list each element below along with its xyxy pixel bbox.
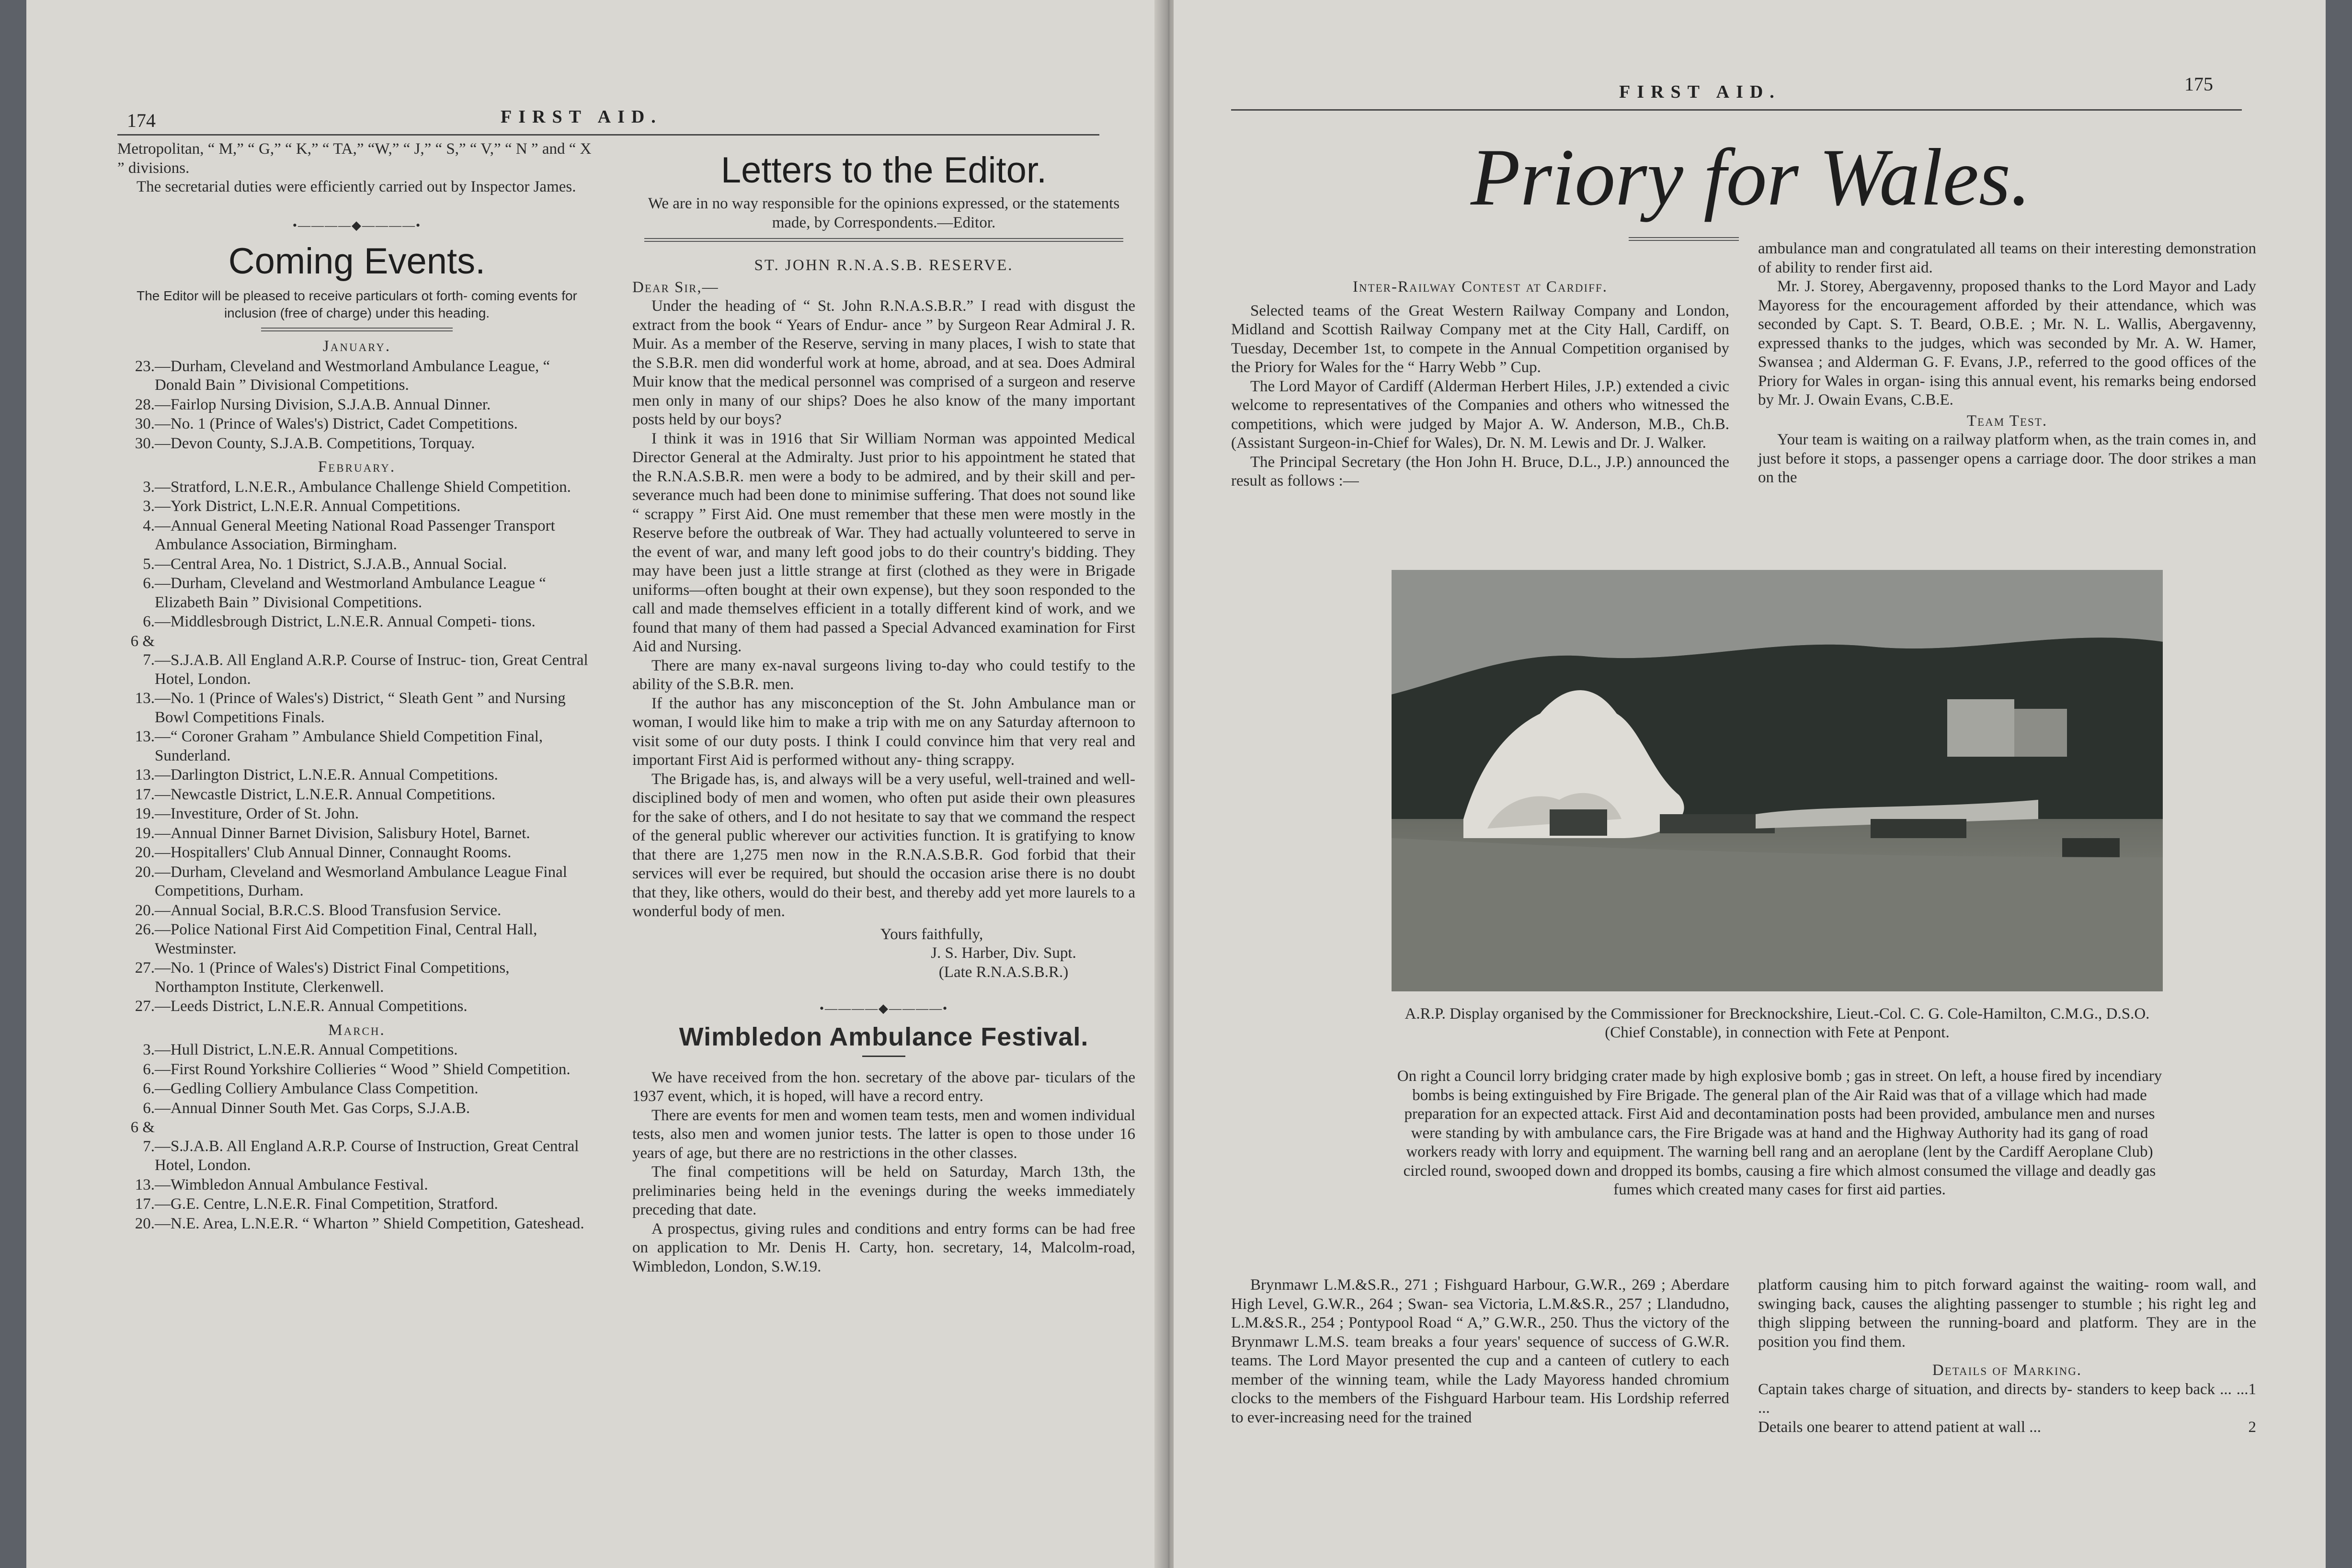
letter-subject: ST. JOHN R.N.A.S.B. RESERVE. [754, 257, 1014, 274]
month-heading: January. [322, 338, 391, 355]
running-header: FIRST AID. [1619, 82, 1781, 102]
event-date: 20. [135, 1215, 155, 1232]
wimbledon-paragraph: We have received from the hon. secretary of the above par- ticulars of the 1937 event, which, it is hoped, will have a record entry. [632, 1068, 1135, 1105]
event-text: —Fairlop Nursing Division, S.J.A.B. Annual Dinner. [155, 396, 491, 413]
event-date: 20. [135, 901, 155, 919]
event-date: 17. [135, 785, 155, 803]
event-item [117, 1099, 596, 1118]
marking-text: Captain takes charge of situation, and directs by- standers to keep back ... ... ... [1758, 1380, 2249, 1417]
event-item [117, 1079, 596, 1099]
event-item [117, 920, 596, 958]
event-date: 27. [135, 959, 155, 977]
event-text: —No. 1 (Prince of Wales's) District, Cadet Competitions. [155, 415, 518, 432]
event-date: 13. [135, 728, 155, 745]
event-text: —N.E. Area, L.N.E.R. “ Wharton ” Shield Competition, Gateshead. [155, 1215, 584, 1232]
results-text: Brynmawr L.M.&S.R., 271 ; Fishguard Harbour, G.W.R., 269 ; Aberdare High Level, G.W.R., 264 ; Swan- sea Victoria, L.M.&S.R., 257 ; Llandudno, L.M.&S.R., 254 ; Pontypool Road “ A,” G.W.R., 250. Thus the victory of the Brynmawr L.M.S. team breaks a four years' sequence of success of G.W.R. teams. The Lord Mayor presented the cup and a canteen of cutlery to each member of the winning team, while the Lady Mayoress handed chromium clocks to the members of the Fishguard Harbour team. His Lordship referred to ever-increasing need for the trained [1231, 1276, 1729, 1426]
event-date: 13. [135, 766, 155, 784]
event-date: 19. [135, 824, 155, 842]
wimbledon-paragraph: A prospectus, giving rules and conditions and entry forms can be had free on application to Mr. Denis H. Carty, hon. secretary, 14, Malcolm-road, Wimbledon, London, S.W.19. [632, 1220, 1135, 1275]
event-text: —No. 1 (Prince of Wales's) District, “ Sleath Gent ” and Nursing Bowl Competitions Finals. [155, 690, 566, 726]
event-date: 30. [135, 434, 155, 452]
wimbledon-body [632, 1068, 1135, 1277]
event-text: —Newcastle District, L.N.E.R. Annual Competitions. [155, 785, 496, 803]
event-text: —S.J.A.B. All England A.R.P. Course of Instruction, Great Central Hotel, London. [155, 1137, 579, 1174]
event-text: —Durham, Cleveland and Wesmorland Ambulance League Final Competitions, Durham. [155, 863, 567, 899]
event-text: —Darlington District, L.N.E.R. Annual Competitions. [155, 766, 498, 784]
ARP-display-photograph [1392, 570, 2163, 991]
wimbledon-paragraph: The final competitions will be held on Saturday, March 13th, the preliminaries being held in the evenings during the weeks immediately preceding that date. [632, 1163, 1135, 1218]
ornament-divider: •————◆————• [819, 1001, 948, 1015]
event-text: —Annual Social, B.R.C.S. Blood Transfusion Service. [155, 901, 502, 919]
event-date: 6. [143, 1099, 155, 1117]
letter-paragraph: Under the heading of “ St. John R.N.A.S.B.R.” I read with disgust the extract from the book “ Years of Endur- ance ” by Surgeon Rear Admiral J. R. Muir. As a member of the Reserve, serving in many places, I wish to state that the S.B.R. men did wonderful work at home, abroad, and at sea. Does Admiral Muir know that the medical personnel was comprised of a surgeon and reserve men only in many of our ships? Does he also know of the many important posts held by our boys? [632, 297, 1135, 428]
event-item [117, 901, 596, 920]
marking-row [1758, 1418, 2256, 1437]
event-item [117, 727, 596, 765]
metropolitan-intro: Metropolitan, “ M,” “ G,” “ K,” “ TA,” “W,” “ J,” “ S,” “ V,” “ N ” and “ X ” divisions. [117, 140, 592, 177]
event-text: —First Round Yorkshire Collieries “ Wood ” Shield Competition. [155, 1060, 571, 1078]
double-rule [1629, 237, 1739, 241]
letter-paragraph: If the author has any misconception of the St. John Ambulance man or woman, I would like him to make a trip with me on any Saturday afternoon to visit some of our duty posts. I think I could convince him that very real and important First Aid is performed without any- thing scrappy. [632, 694, 1135, 769]
event-item [117, 434, 596, 454]
right-page [1174, 0, 2326, 1568]
coming-events-title: Coming Events. [228, 241, 486, 282]
photo-caption: A.R.P. Display organised by the Commissioner for Brecknockshire, Lieut.-Col. C. G. Cole-Hamilton, C.M.G., D.S.O. (Chief Constable), in connection with Fete at Penpont. [1404, 1005, 2150, 1041]
event-date: 19. [135, 805, 155, 822]
event-item [117, 396, 596, 415]
event-date: 28. [135, 396, 155, 413]
letters-disclaimer: We are in no way responsible for the opinions expressed, or the statements made, by Correspondents.—Editor. [648, 195, 1120, 231]
event-text: —Annual Dinner South Met. Gas Corps, S.J.A.B. [155, 1099, 470, 1117]
event-date: 20. [135, 863, 155, 881]
event-text: —Central Area, No. 1 District, S.J.A.B., Annual Social. [155, 555, 507, 573]
left-column [117, 140, 596, 1234]
running-header: FIRST AID. [501, 107, 662, 127]
double-rule [261, 328, 453, 331]
event-item [117, 497, 596, 516]
marking-table [1758, 1380, 2256, 1437]
event-date: 20. [135, 844, 155, 861]
marking-heading: Details of Marking. [1932, 1362, 2082, 1379]
article-intro [1231, 302, 1729, 491]
ornament-divider: •————◆————• [292, 218, 422, 232]
event-text: —Durham, Cleveland and Westmorland Ambulance League, “ Donald Bain ” Divisional Competitions. [155, 357, 550, 394]
event-date: 4. [143, 517, 155, 534]
event-date: 13. [135, 1176, 155, 1193]
results-column [1231, 1276, 1729, 1427]
event-item [117, 1118, 596, 1175]
event-item [117, 357, 596, 395]
event-item [117, 785, 596, 805]
event-date: 6. [143, 575, 155, 592]
event-item [117, 1195, 596, 1214]
scenario-text: platform causing him to pitch forward against the waiting- room wall, and swinging back, causes the alighting passenger to stumble ; his right leg and thigh slipping between the running-board and platform. They are in the position you find them. [1758, 1276, 2256, 1351]
event-item [117, 766, 596, 785]
event-text: —Police National First Aid Competition Final, Central Hall, Westminster. [155, 921, 537, 957]
event-text: —“ Coroner Graham ” Ambulance Shield Competition Final, Sunderland. [155, 728, 543, 764]
marking-text: Details one bearer to attend patient at wall ... [1758, 1418, 2042, 1436]
team-test-heading: Team Test. [1966, 412, 2048, 430]
marking-points: 1 [2248, 1380, 2256, 1398]
event-text: —Durham, Cleveland and Westmorland Ambulance League “ Elizabeth Bain ” Divisional Competitions. [155, 575, 546, 611]
event-item [117, 632, 596, 689]
right-column [632, 140, 1135, 1276]
event-item [117, 415, 596, 434]
article-paragraph: Selected teams of the Great Western Railway Company and London, Midland and Scottish Railway Company met at the City Hall, Cardiff, on Tuesday, December 1st, to compete in the Annual Competition organised by the Priory for Wales for the “ Harry Webb ” Cup. [1231, 302, 1729, 376]
event-text: —Investiture, Order of St. John. [155, 805, 359, 822]
event-date: 30. [135, 415, 155, 432]
event-date: 6. [143, 1080, 155, 1097]
letter-paragraph: There are many ex-naval surgeons living to-day who could testify to the ability of the S.B.R. men. [632, 657, 1135, 693]
event-text: —Hospitallers' Club Annual Dinner, Connaught Rooms. [155, 844, 512, 861]
event-date: 23. [135, 357, 155, 375]
page-number: 174 [127, 110, 156, 131]
article-paragraph: ambulance man and congratulated all teams on their interesting demonstration of ability to render first aid. [1758, 240, 2256, 276]
events-list [117, 337, 596, 1233]
coming-events-intro: The Editor will be pleased to receive particulars ot forth- coming events for inclusion (free of charge) under this heading. [137, 288, 577, 320]
letter-body [632, 297, 1135, 921]
event-item [117, 1060, 596, 1079]
event-text: —Wimbledon Annual Ambulance Festival. [155, 1176, 428, 1193]
event-item [117, 805, 596, 824]
event-text: —Hull District, L.N.E.R. Annual Competitions. [155, 1041, 458, 1058]
article-column-1 [1231, 278, 1729, 491]
secretarial-note: The secretarial duties were efficiently carried out by Inspector James. [137, 178, 576, 195]
event-item [117, 997, 596, 1016]
left-page [26, 0, 1164, 1568]
event-item [117, 555, 596, 574]
event-date: 3. [143, 1041, 155, 1058]
marking-row [1758, 1380, 2256, 1418]
event-item [117, 478, 596, 497]
event-date: 6 & 7. [130, 632, 155, 669]
article-title: Priory for Wales. [1471, 132, 2031, 222]
event-date: 27. [135, 998, 155, 1015]
event-date: 6 & 7. [130, 1119, 155, 1155]
letter-paragraph: The Brigade has, is, and always will be a very useful, well-trained and well-disciplined body of men and women, who often put aside their own pleasures for the sake of others, and I do not hesitate to say that we command the respect of the general public wherever our activities function. It is gratifying to know that there are 1,275 men now in the R.N.A.S.B.R. God forbid that their services will ever be required, but should the occasion arise there is no doubt that they, like others, would do their best, and thereby add yet more laurels to a wonderful body of men. [632, 770, 1135, 920]
wimbledon-title: Wimbledon Ambulance Festival. [679, 1022, 1089, 1051]
event-item [117, 959, 596, 997]
event-item [117, 824, 596, 843]
event-text: —Gedling Colliery Ambulance Class Competition. [155, 1080, 479, 1097]
letter-signature-note: (Late R.N.A.S.B.R.) [938, 963, 1069, 981]
article-paragraph: The Principal Secretary (the Hon John H. Bruce, D.L., J.P.) announced the result as follows :— [1231, 453, 1729, 489]
page-number: 175 [2184, 73, 2213, 95]
event-date: 6. [143, 613, 155, 630]
marking-points: 2 [2248, 1418, 2256, 1436]
event-item [117, 689, 596, 727]
article-paragraph: Mr. J. Storey, Abergavenny, proposed thanks to the Lord Mayor and Lady Mayoress for the encouragement afforded by their attendance, which was seconded by Capt. S. T. Beard, O.B.E. ; Mr. N. L. Wallis, Abergavenny, expressed thanks to the judges, which was seconded by Mr. A. W. Hamer, Swansea ; and Alderman G. F. Evans, J.P., referred to the good offices of the Priory for Wales in organ- ising this annual event, his remarks being endorsed by Mr. J. Owain Evans, C.B.E. [1758, 278, 2256, 409]
scenario-column [1758, 1276, 2256, 1437]
letters-title: Letters to the Editor. [720, 150, 1047, 191]
event-item [117, 863, 596, 901]
event-text: —Annual General Meeting National Road Passenger Transport Ambulance Association, Birmingham. [155, 517, 555, 553]
double-rule [644, 238, 1123, 242]
section-heading: Inter-Railway Contest at Cardiff. [1352, 278, 1608, 295]
letter-closing: Yours faithfully, [880, 925, 983, 943]
event-text: —Annual Dinner Barnet Division, Salisbury Hotel, Barnet. [155, 824, 530, 842]
event-text: —S.J.A.B. All England A.R.P. Course of Instruc- tion, Great Central Hotel, London. [155, 651, 588, 688]
wimbledon-paragraph: There are events for men and women team tests, men and women individual tests, also men and women junior tests. The latter is open to those under 16 years of age, but there are no restrictions in the other classes. [632, 1106, 1135, 1162]
event-item [117, 1041, 596, 1060]
article-continuation [1758, 239, 2256, 410]
event-item [117, 517, 596, 555]
event-item [117, 1215, 596, 1234]
letter-salutation: Dear Sir,— [632, 278, 719, 296]
event-text: —York District, L.N.E.R. Annual Competitions. [155, 498, 461, 515]
team-test-text: Your team is waiting on a railway platform when, as the train comes in, and just before it stops, a passenger opens a carriage door. The door strikes a man on the [1758, 431, 2256, 486]
event-item [117, 613, 596, 632]
header-rule [117, 134, 1099, 136]
month-heading: February. [318, 458, 396, 476]
short-rule [862, 1056, 905, 1057]
event-text: —Middlesbrough District, L.N.E.R. Annual Competi- tions. [155, 613, 536, 630]
event-item [117, 843, 596, 863]
event-date: 3. [143, 478, 155, 496]
event-item [117, 1176, 596, 1195]
letter-signature: J. S. Harber, Div. Supt. [931, 944, 1076, 962]
event-text: —Leeds District, L.N.E.R. Annual Competitions. [155, 998, 468, 1015]
letter-paragraph: I think it was in 1916 that Sir William Norman was appointed Medical Director General at the Admiralty. Just prior to his appointment he stated that the R.N.A.S.B.R. men were a body to be admired, and by their skill and per- severance much had been done to minimise suffering. That does not sound like “ scrappy ” First Aid. One must remember that these men were mostly in the Reserve before the outbreak of War. They had actually volunteered to serve in the event of war, and many left good jobs to do their country's bidding. They may have been just a little strange at first (clothed as they were in Brigade uniforms—often bought at their own expense), but they soon responded to the call and made themselves efficient in a totally different kind of work, and we found that many of them had passed a Special Advanced examination for First Aid and Nursing. [632, 430, 1135, 655]
photo-description: On right a Council lorry bridging crater made by high explosive bomb ; gas in street. On left, a house fired by incendiary bombs is being extinguished by Fire Brigade. The general plan of the Air Raid was that of a village which had made preparation for an expected attack. First Aid and decontamination posts had been provided, ambulance men and nurses were standing by with ambulance cars, the Fire Brigade was at hand and the Highway Authority had its gang of road workers ready with lorry and equipment. The warning bell rang and an aeroplane (lent by the Cardiff Aeroplane Club) circled round, swooped down and dropped its bombs, causing a fire which almost consumed the village and deadly gas fumes which created many cases for first aid parties. [1397, 1068, 2162, 1198]
article-column-2 [1758, 239, 2256, 488]
event-date: 26. [135, 921, 155, 938]
event-item [117, 574, 596, 612]
event-text: —G.E. Centre, L.N.E.R. Final Competition, Stratford. [155, 1195, 498, 1213]
event-date: 13. [135, 690, 155, 707]
month-heading: March. [328, 1021, 386, 1039]
event-text: —Devon County, S.J.A.B. Competitions, Torquay. [155, 434, 475, 452]
header-rule [1231, 109, 2242, 111]
event-date: 17. [135, 1195, 155, 1213]
event-date: 5. [143, 555, 155, 573]
event-date: 6. [143, 1060, 155, 1078]
event-date: 3. [143, 498, 155, 515]
event-text: —No. 1 (Prince of Wales's) District Final Competitions, Northampton Institute, Clerkenwell. [155, 959, 510, 996]
event-text: —Stratford, L.N.E.R., Ambulance Challenge Shield Competition. [155, 478, 571, 496]
article-paragraph: The Lord Mayor of Cardiff (Alderman Herbert Hiles, J.P.) extended a civic welcome to representatives of the Companies and others who witnessed the competitions, which were judged by Major A. W. Anderson, M.B., Ch.B. (Assistant Surgeon-in-Chief for Wales), Dr. N. M. Lewis and Dr. J. Walker. [1231, 377, 1729, 452]
